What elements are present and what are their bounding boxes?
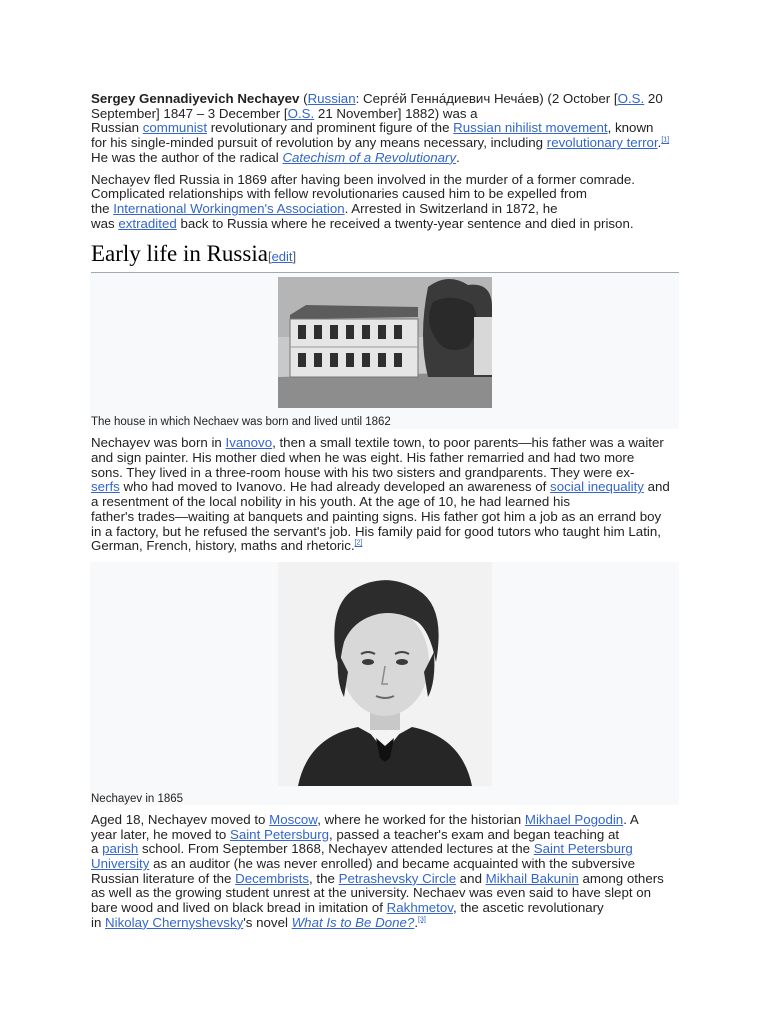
link-os-2[interactable]: O.S.	[287, 105, 315, 121]
link-nikolay-chernyshevsky[interactable]: Nikolay Chernyshevsky	[105, 914, 244, 930]
early-life-paragraph: Nechayev was born in Ivanovo, then a small textile town, to poor parents—his father was a waiter and sign painter. His mother died when he was eight. His father remarried and had two more sons. They lived in a three-room house with his two sisters and grandparents. They were ex- serfs who had moved to Ivanovo. He had already developed an awareness of social inequality and a resentment of the local nobility in his youth. At the age of 10, he had learned his father's trades—waiting at banquets and painting signs. His father got him a job as an errand boy in a factory, but he refused the servant's job. His family paid for good tutors who taught him Latin, German, French, history, maths and rhetoric.[2]	[91, 435, 670, 554]
link-saint-petersburg-university[interactable]: Saint Petersburg University	[91, 841, 633, 872]
subject-name: Sergey Gennadiyevich Nechayev	[91, 91, 300, 106]
figure-caption: The house in which Nechaev was born and lived until 1862	[91, 416, 391, 429]
link-communist[interactable]: communist	[142, 120, 208, 136]
link-serfs[interactable]: serfs	[91, 479, 120, 495]
link-social-inequality[interactable]: social inequality	[550, 479, 644, 495]
exile-paragraph: Nechayev fled Russia in 1869 after having been involved in the murder of a former comrade. Complicated relationships with fellow revolutionaries caused him to be expelled from the International Workingmen's Association. Arrested in Switzerland in 1872, he was extradited back to Russia where he received a twenty-year sentence and died in prison.	[91, 171, 635, 231]
link-catechism[interactable]: Catechism of a Revolutionary	[282, 149, 457, 165]
figure-caption: Nechayev in 1865	[91, 792, 184, 805]
link-mikhail-bakunin[interactable]: Mikhail Bakunin	[485, 870, 579, 886]
link-decembrists[interactable]: Decembrists	[235, 870, 310, 886]
link-ivanovo[interactable]: Ivanovo	[225, 435, 273, 451]
link-international-workingmens-association[interactable]: International Workingmen's Association	[113, 200, 345, 216]
portrait-photo	[278, 562, 492, 786]
russian-name: Серге́й Генна́диевич Неча́ев	[363, 91, 540, 106]
link-what-is-to-be-done[interactable]: What Is to Be Done?	[291, 914, 415, 930]
intro-paragraph: Sergey Gennadiyevich Nechayev (Russian: Серге́й Генна́диевич Неча́ев) (2 October [O.S. 20 September] 1847 – 3 December [O.S. 21 November] 1882) was a Russian communist revolutionary and prominent figure of the Russian nihilist movement, known for his single-minded pursuit of revolution by any means necessary, including revolutionary terror.[1] He was the author of the radical Catechism of a Revolutionary.	[91, 91, 670, 165]
link-petrashevsky-circle[interactable]: Petrashevsky Circle	[338, 870, 457, 886]
link-revolutionary-terror[interactable]: revolutionary terror	[546, 135, 658, 151]
link-mikhael-pogodin[interactable]: Mikhael Pogodin	[524, 811, 624, 827]
link-parish[interactable]: parish	[102, 841, 139, 857]
edit-section: [edit]	[267, 249, 297, 265]
reference-2[interactable]: [2]	[354, 539, 363, 547]
link-extradited[interactable]: extradited	[118, 215, 177, 231]
figure-portrait	[90, 562, 679, 805]
section-heading	[91, 241, 679, 273]
article-content	[91, 92, 679, 931]
figure-birth-house	[90, 273, 679, 429]
link-russian-nihilist-movement[interactable]: Russian nihilist movement	[453, 120, 608, 136]
reference-1[interactable]: [1]	[661, 136, 670, 144]
edit-link[interactable]: edit	[271, 249, 293, 265]
link-os-1[interactable]: O.S.	[617, 91, 645, 106]
reference-3[interactable]: [3]	[418, 916, 426, 924]
education-paragraph: Aged 18, Nechayev moved to Moscow, where he worked for the historian Mikhael Pogodin. A year later, he moved to Saint Petersburg, passed a teacher's exam and began teaching at a parish school. From September 1868, Nechayev attended lectures at the Saint Petersburg University as an auditor (he was never enrolled) and became acquainted with the subversive Russian literature of the Decembrists, the Petrashevsky Circle and Mikhail Bakunin among others as well as the growing student unrest at the university. Nechaev was even said to have slept on bare wood and lived on black bread in imitation of Rakhmetov, the ascetic revolutionary in Nikolay Chernyshevsky's novel What Is to Be Done?.[3]	[91, 811, 664, 930]
birth-house-photo	[278, 273, 492, 408]
link-saint-petersburg[interactable]: Saint Petersburg	[229, 826, 330, 842]
link-moscow[interactable]: Moscow	[269, 811, 318, 827]
section-title: Early life in Russia	[91, 241, 268, 267]
link-rakhmetov[interactable]: Rakhmetov	[386, 900, 453, 916]
link-russian[interactable]: Russian	[307, 91, 356, 106]
